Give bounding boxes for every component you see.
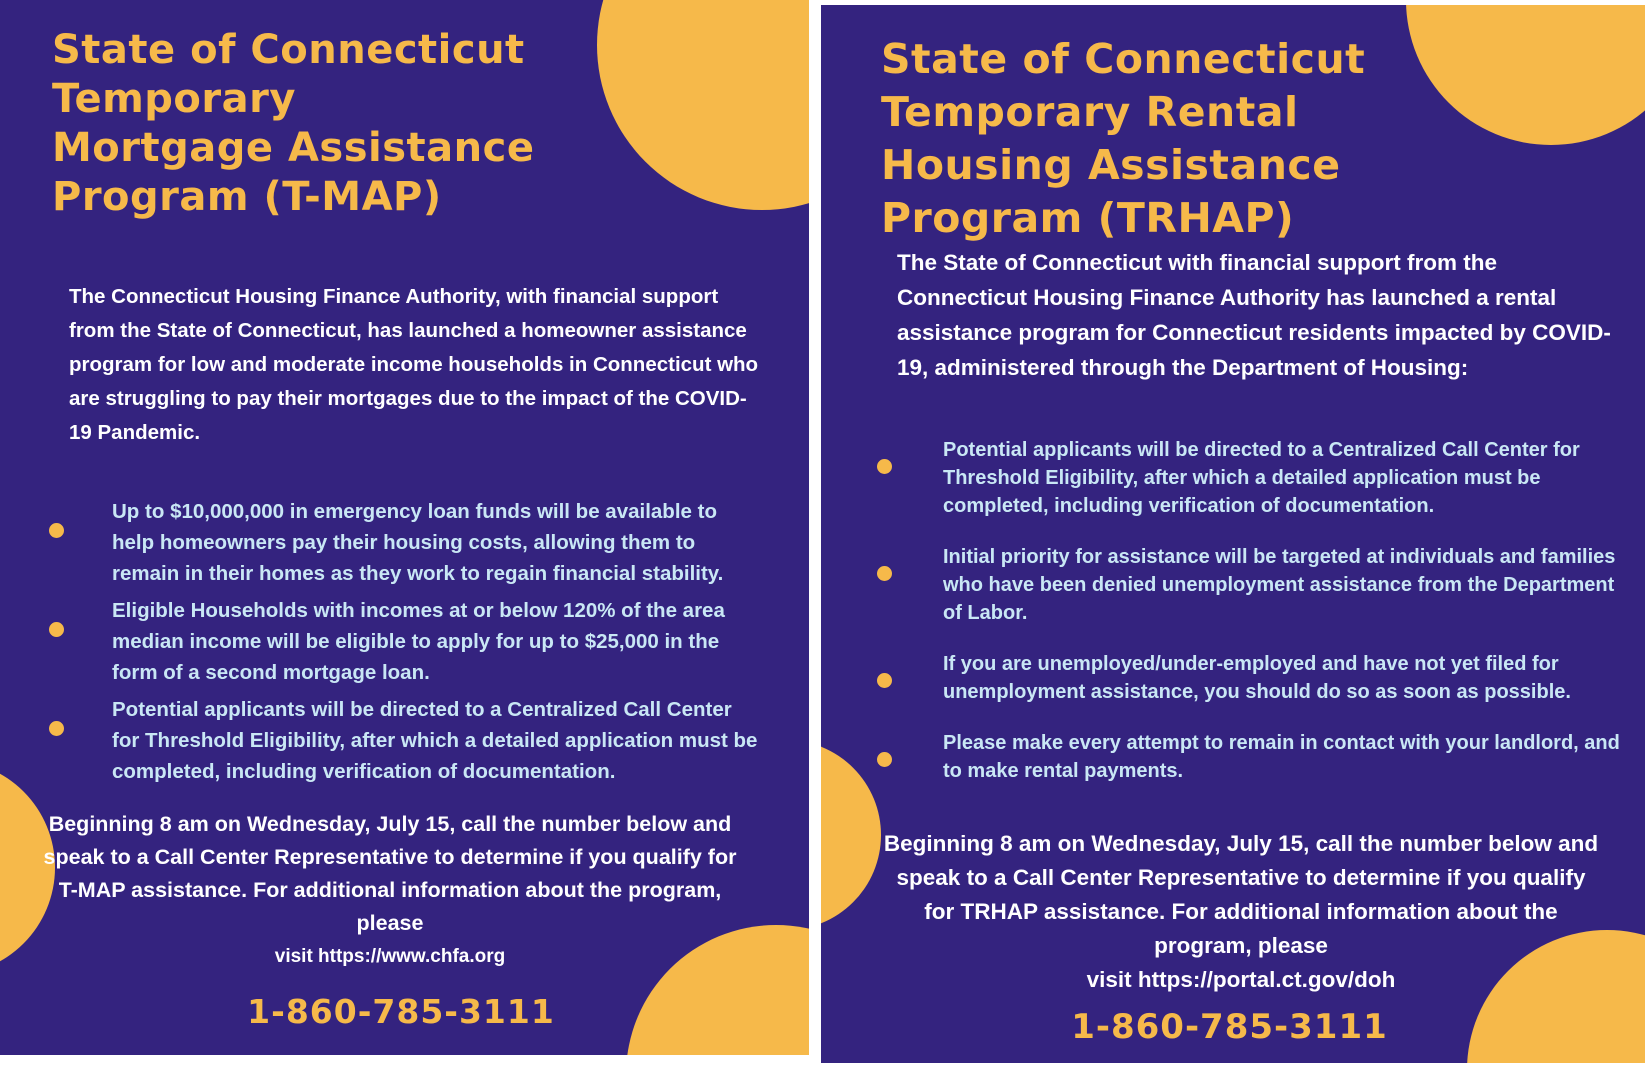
closing-text: Beginning 8 am on Wednesday, July 15, call the number below and speak to a Call Center Representative to determine if you qualify for T-MAP assistance. For additional information about the program, please	[43, 812, 737, 935]
bullet-text: Eligible Households with incomes at or below 120% of the area median income will be eligible to apply for up to $25,000 in the form of a second mortgage loan.	[112, 599, 725, 684]
bullet-dot-icon	[49, 622, 64, 637]
website-link[interactable]: visit https://www.chfa.org	[274, 946, 506, 967]
bullet-dot-icon	[49, 721, 64, 736]
title-line: Mortgage Assistance	[52, 125, 535, 171]
bullet-list	[943, 436, 1633, 808]
decorative-circle-top-right	[1406, 5, 1645, 145]
phone-number[interactable]: 1-860-785-3111	[247, 992, 555, 1031]
bullet-text: Potential applicants will be directed to a Centralized Call Center for Threshold Eligibility, after which a detailed application must be completed, including verification of documentation.	[112, 698, 758, 783]
bullet-text: Potential applicants will be directed to a Centralized Call Center for Threshold Eligibility, after which a detailed application must be completed, including verification of documentation.	[943, 439, 1580, 517]
bullet-item	[112, 496, 762, 589]
bullet-text: Up to $10,000,000 in emergency loan funds will be available to help homeowners pay their housing costs, allowing them to remain in their homes as they work to regain financial stability.	[112, 500, 724, 585]
phone-number[interactable]: 1-860-785-3111	[1071, 1007, 1388, 1047]
title-line: Program (TRHAP)	[881, 194, 1295, 242]
intro-paragraph: The Connecticut Housing Finance Authority, with financial support from the State of Connecticut, has launched a homeowner assistance program for low and moderate income households in Connecticut who are struggling to pay their mortgages due to the impact of the COVID-19 Pandemic.	[69, 285, 759, 444]
title-line: Housing Assistance	[881, 141, 1341, 189]
title-line: Program (T-MAP)	[52, 174, 442, 220]
bullet-item	[943, 729, 1633, 785]
title-line: Temporary Rental	[881, 88, 1299, 136]
flyer-title	[881, 33, 1365, 245]
tmap-flyer	[0, 0, 809, 1055]
bullet-item	[112, 694, 762, 787]
closing-paragraph	[40, 808, 740, 973]
bullet-dot-icon	[49, 523, 64, 538]
bullet-item	[943, 650, 1633, 706]
bullet-item	[943, 436, 1633, 520]
bullet-dot-icon	[877, 752, 892, 767]
bullet-text: Please make every attempt to remain in contact with your landlord, and to make rental payments.	[943, 732, 1620, 782]
website-link[interactable]: visit https://portal.ct.gov/doh	[1086, 967, 1396, 992]
title-line: State of Connecticut	[881, 35, 1366, 83]
bullet-item	[943, 543, 1633, 627]
bullet-dot-icon	[877, 459, 892, 474]
bullet-dot-icon	[877, 566, 892, 581]
closing-paragraph	[881, 827, 1601, 997]
bullet-text: Initial priority for assistance will be targeted at individuals and families who have been denied unemployment assistance from the Department of Labor.	[943, 546, 1616, 624]
decorative-circle-top-right	[597, 0, 809, 210]
trhap-flyer	[821, 5, 1645, 1063]
decorative-circle-bottom-left	[821, 740, 881, 930]
bullet-list	[112, 496, 762, 793]
flyer-title	[52, 26, 534, 222]
bullet-item	[112, 595, 762, 688]
bullet-text: If you are unemployed/under-employed and have not yet filed for unemployment assistance, you should do so as soon as possible.	[943, 653, 1571, 703]
bullet-dot-icon	[877, 673, 892, 688]
title-line: Temporary	[52, 76, 296, 122]
closing-text: Beginning 8 am on Wednesday, July 15, call the number below and speak to a Call Center Representative to determine if you qualify for TRHAP assistance. For additional information about the program, please	[883, 831, 1599, 958]
title-line: State of Connecticut	[52, 27, 525, 73]
intro-paragraph: The State of Connecticut with financial support from the Connecticut Housing Finance Authority has launched a rental assistance program for Connecticut residents impacted by COVID-19, administered through the Department of Housing:	[897, 250, 1611, 380]
